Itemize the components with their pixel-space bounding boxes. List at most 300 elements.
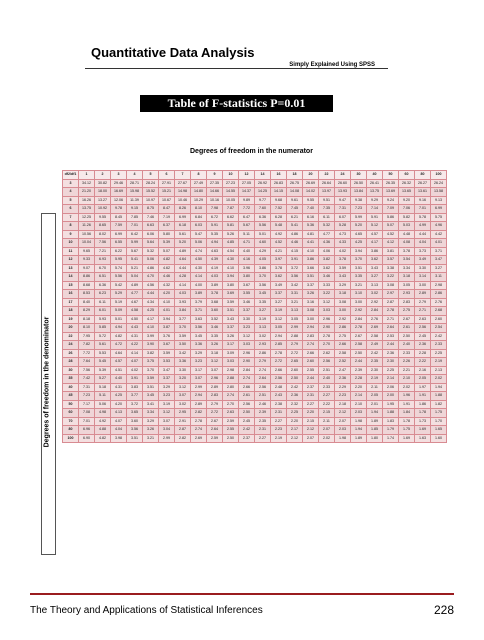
table-cell: 1.89	[351, 434, 367, 443]
table-cell: 3.18	[399, 273, 415, 282]
table-cell: 7.14	[367, 205, 383, 214]
column-header: 3	[111, 171, 127, 180]
table-cell: 6.07	[335, 213, 351, 222]
table-cell: 4.81	[303, 230, 319, 239]
table-cell: 3.56	[191, 324, 207, 333]
table-cell: 2.32	[287, 400, 303, 409]
table-cell: 2.71	[415, 307, 431, 316]
table-cell: 3.45	[143, 392, 159, 401]
table-cell: 4.05	[255, 256, 271, 265]
table-cell: 5.56	[255, 222, 271, 231]
table-cell: 8.10	[79, 324, 95, 333]
table-cell: 2.78	[351, 324, 367, 333]
table-cell: 2.38	[271, 400, 287, 409]
table-cell: 11.39	[127, 196, 143, 205]
table-cell: 13.84	[351, 188, 367, 197]
table-cell: 5.32	[143, 247, 159, 256]
table-cell: 2.44	[383, 341, 399, 350]
table-cell: 3.70	[143, 366, 159, 375]
table-cell: 3.51	[127, 434, 143, 443]
table-cell: 9.89	[239, 196, 255, 205]
table-cell: 3.73	[415, 247, 431, 256]
table-cell: 3.84	[175, 307, 191, 316]
table-cell: 3.35	[255, 298, 271, 307]
table-cell: 2.96	[207, 375, 223, 384]
table-cell: 8.47	[159, 205, 175, 214]
table-cell: 3.94	[351, 247, 367, 256]
table-cell: 6.62	[223, 213, 239, 222]
table-cell: 3.75	[143, 358, 159, 367]
table-row	[63, 264, 447, 273]
table-cell: 3.54	[399, 256, 415, 265]
table-cell: 5.41	[127, 256, 143, 265]
table-cell: 2.98	[431, 281, 447, 290]
table-cell: 30.82	[95, 179, 111, 188]
table-cell: 16.26	[79, 196, 95, 205]
table-cell: 2.70	[319, 341, 335, 350]
table-cell: 14.66	[207, 188, 223, 197]
f-statistics-table	[62, 170, 447, 443]
header-title: Quantitative Data Analysis	[91, 45, 255, 60]
row-header: 100	[63, 434, 79, 443]
table-cell: 3.94	[223, 273, 239, 282]
table-row	[63, 366, 447, 375]
table-cell: 2.51	[255, 392, 271, 401]
table-cell: 2.94	[271, 332, 287, 341]
table-cell: 2.89	[207, 383, 223, 392]
table-cell: 9.29	[367, 196, 383, 205]
table-cell: 6.42	[127, 230, 143, 239]
table-cell: 9.61	[287, 196, 303, 205]
table-row	[63, 256, 447, 265]
table-cell: 2.12	[335, 409, 351, 418]
table-cell: 3.37	[303, 281, 319, 290]
table-cell: 3.29	[159, 383, 175, 392]
row-header: 16	[63, 290, 79, 299]
table-row	[63, 188, 447, 197]
table-cell: 5.29	[111, 290, 127, 299]
table-cell: 5.56	[111, 273, 127, 282]
table-cell: 3.26	[143, 426, 159, 435]
table-cell: 4.03	[207, 273, 223, 282]
table-cell: 3.19	[159, 400, 175, 409]
table-cell: 5.32	[319, 222, 335, 231]
table-cell: 3.29	[143, 417, 159, 426]
table-cell: 2.61	[399, 324, 415, 333]
table-cell: 5.99	[127, 239, 143, 248]
table-cell: 3.42	[175, 349, 191, 358]
table-cell: 4.50	[127, 315, 143, 324]
table-cell: 7.87	[223, 205, 239, 214]
table-cell: 5.61	[95, 341, 111, 350]
table-cell: 3.55	[239, 290, 255, 299]
table-row	[63, 281, 447, 290]
table-cell: 2.02	[399, 383, 415, 392]
table-cell: 3.30	[239, 315, 255, 324]
table-cell: 6.36	[95, 281, 111, 290]
table-cell: 2.44	[303, 375, 319, 384]
table-cell: 2.42	[431, 332, 447, 341]
table-cell: 3.26	[223, 332, 239, 341]
table-cell: 3.42	[287, 281, 303, 290]
table-cell: 9.51	[319, 196, 335, 205]
table-cell: 3.21	[351, 281, 367, 290]
table-cell: 13.27	[95, 196, 111, 205]
table-cell: 4.64	[111, 349, 127, 358]
table-cell: 2.92	[351, 307, 367, 316]
table-cell: 4.30	[223, 256, 239, 265]
table-cell: 4.19	[207, 264, 223, 273]
table-cell: 3.90	[143, 341, 159, 350]
table-cell: 26.24	[431, 179, 447, 188]
table-cell: 3.69	[223, 290, 239, 299]
table-cell: 1.94	[351, 426, 367, 435]
table-cell: 5.42	[111, 281, 127, 290]
table-cell: 2.97	[383, 290, 399, 299]
table-cell: 7.35	[319, 205, 335, 214]
table-cell: 2.56	[415, 324, 431, 333]
table-cell: 6.72	[207, 213, 223, 222]
table-cell: 2.64	[383, 324, 399, 333]
row-header: 18	[63, 307, 79, 316]
table-cell: 21.20	[79, 188, 95, 197]
table-cell: 8.53	[79, 290, 95, 299]
table-cell: 2.28	[351, 375, 367, 384]
table-cell: 14.55	[223, 188, 239, 197]
table-cell: 7.72	[79, 349, 95, 358]
table-cell: 2.49	[367, 341, 383, 350]
table-cell: 2.72	[271, 358, 287, 367]
table-cell: 27.35	[207, 179, 223, 188]
row-header: 11	[63, 247, 79, 256]
table-cell: 9.24	[383, 196, 399, 205]
table-cell: 2.70	[223, 400, 239, 409]
table-cell: 3.77	[127, 392, 143, 401]
table-row	[63, 324, 447, 333]
table-cell: 14.25	[255, 188, 271, 197]
table-cell: 3.51	[143, 383, 159, 392]
table-cell: 5.06	[95, 400, 111, 409]
table-cell: 5.67	[239, 222, 255, 231]
table-cell: 3.02	[255, 332, 271, 341]
table-cell: 6.11	[95, 298, 111, 307]
table-cell: 5.39	[159, 239, 175, 248]
table-cell: 3.11	[431, 273, 447, 282]
row-header: 60	[63, 409, 79, 418]
table-cell: 2.82	[175, 434, 191, 443]
table-cell: 3.43	[223, 315, 239, 324]
table-cell: 3.51	[223, 307, 239, 316]
table-cell: 2.52	[335, 358, 351, 367]
table-cell: 2.83	[303, 332, 319, 341]
column-header: 10	[223, 171, 239, 180]
table-cell: 3.34	[143, 409, 159, 418]
table-cell: 3.60	[127, 417, 143, 426]
column-header: 100	[431, 171, 447, 180]
table-cell: 5.91	[367, 213, 383, 222]
table-row	[63, 400, 447, 409]
table-cell: 3.30	[415, 264, 431, 273]
table-cell: 26.50	[351, 179, 367, 188]
table-cell: 5.35	[207, 230, 223, 239]
table-cell: 9.47	[335, 196, 351, 205]
table-cell: 2.30	[367, 366, 383, 375]
table-cell: 4.86	[143, 264, 159, 273]
table-cell: 6.84	[191, 213, 207, 222]
table-cell: 4.89	[127, 281, 143, 290]
header-subtitle: Simply Explained Using SPSS	[289, 62, 375, 68]
table-cell: 4.15	[287, 247, 303, 256]
table-cell: 3.43	[367, 264, 383, 273]
table-cell: 1.65	[431, 426, 447, 435]
table-cell: 4.94	[111, 324, 127, 333]
table-cell: 4.34	[143, 298, 159, 307]
table-cell: 4.44	[415, 230, 431, 239]
table-cell: 1.97	[415, 383, 431, 392]
table-cell: 3.12	[159, 409, 175, 418]
row-header: 15	[63, 281, 79, 290]
table-cell: 8.26	[175, 205, 191, 214]
table-cell: 1.73	[415, 417, 431, 426]
table-row	[63, 222, 447, 231]
table-cell: 10.46	[175, 196, 191, 205]
table-cell: 3.08	[383, 281, 399, 290]
row-header: 30	[63, 366, 79, 375]
table-cell: 5.78	[415, 213, 431, 222]
column-header: 80	[415, 171, 431, 180]
table-cell: 3.68	[207, 298, 223, 307]
table-cell: 6.55	[111, 239, 127, 248]
table-cell: 3.37	[223, 324, 239, 333]
table-cell: 5.06	[143, 256, 159, 265]
table-cell: 3.00	[415, 281, 431, 290]
table-cell: 2.94	[303, 324, 319, 333]
table-cell: 2.89	[191, 400, 207, 409]
table-header-row	[63, 171, 447, 180]
table-row	[63, 247, 447, 256]
table-cell: 3.12	[239, 332, 255, 341]
table-cell: 2.69	[191, 434, 207, 443]
table-cell: 2.86	[335, 324, 351, 333]
table-row	[63, 409, 447, 418]
table-cell: 3.18	[335, 290, 351, 299]
table-cell: 3.82	[319, 256, 335, 265]
table-row	[63, 392, 447, 401]
row-header: 40	[63, 383, 79, 392]
table-cell: 5.82	[399, 213, 415, 222]
table-row	[63, 426, 447, 435]
table-cell: 3.67	[239, 281, 255, 290]
row-header: 19	[63, 315, 79, 324]
table-cell: 4.17	[143, 315, 159, 324]
table-cell: 4.44	[175, 264, 191, 273]
table-cell: 1.75	[431, 409, 447, 418]
table-cell: 2.83	[399, 298, 415, 307]
table-cell: 4.52	[271, 239, 287, 248]
table-cell: 5.07	[159, 247, 175, 256]
table-cell: 15.52	[143, 188, 159, 197]
table-cell: 2.45	[415, 332, 431, 341]
table-cell: 5.72	[95, 332, 111, 341]
table-cell: 10.67	[159, 196, 175, 205]
table-cell: 2.02	[431, 375, 447, 384]
table-cell: 3.23	[159, 392, 175, 401]
table-cell: 2.64	[207, 426, 223, 435]
table-cell: 3.34	[399, 264, 415, 273]
table-row	[63, 383, 447, 392]
table-cell: 2.16	[415, 366, 431, 375]
table-cell: 4.02	[335, 247, 351, 256]
table-cell: 3.38	[383, 264, 399, 273]
table-cell: 1.69	[415, 426, 431, 435]
table-cell: 2.68	[431, 307, 447, 316]
table-cell: 3.89	[191, 290, 207, 299]
table-cell: 4.02	[127, 366, 143, 375]
column-header: 8	[191, 171, 207, 180]
table-cell: 7.01	[415, 205, 431, 214]
table-cell: 3.91	[127, 375, 143, 384]
table-cell: 8.68	[79, 281, 95, 290]
table-cell: 2.15	[303, 417, 319, 426]
table-cell: 11.26	[79, 222, 95, 231]
table-cell: 3.59	[175, 332, 191, 341]
table-cell: 2.56	[319, 358, 335, 367]
table-cell: 3.37	[271, 290, 287, 299]
table-cell: 5.11	[95, 392, 111, 401]
table-cell: 3.56	[287, 273, 303, 282]
table-cell: 4.58	[127, 307, 143, 316]
row-header: 7	[63, 213, 79, 222]
table-cell: 5.19	[111, 298, 127, 307]
table-cell: 1.69	[399, 434, 415, 443]
table-cell: 2.50	[287, 375, 303, 384]
table-cell: 2.67	[399, 315, 415, 324]
table-cell: 1.96	[399, 392, 415, 401]
table-cell: 2.66	[303, 349, 319, 358]
table-cell: 1.98	[335, 434, 351, 443]
table-cell: 4.30	[191, 264, 207, 273]
footer-text: The Theory and Applications of Statistical Inferences	[30, 605, 263, 616]
table-cell: 9.78	[111, 205, 127, 214]
table-cell: 3.59	[335, 264, 351, 273]
row-header: 12	[63, 256, 79, 265]
table-cell: 4.73	[335, 230, 351, 239]
table-cell: 6.21	[287, 213, 303, 222]
table-cell: 2.50	[351, 349, 367, 358]
table-cell: 4.85	[223, 239, 239, 248]
table-cell: 6.06	[143, 230, 159, 239]
column-header: 2	[95, 171, 111, 180]
table-cell: 2.56	[239, 400, 255, 409]
table-cell: 4.43	[127, 324, 143, 333]
row-header: 3	[63, 179, 79, 188]
table-cell: 3.12	[207, 358, 223, 367]
table-cell: 2.66	[239, 383, 255, 392]
table-cell: 3.70	[175, 324, 191, 333]
table-cell: 2.12	[287, 434, 303, 443]
table-cell: 2.13	[431, 366, 447, 375]
table-cell: 3.27	[431, 264, 447, 273]
table-cell: 2.66	[335, 341, 351, 350]
table-cell: 10.97	[143, 196, 159, 205]
table-cell: 6.37	[159, 222, 175, 231]
row-header: 5	[63, 196, 79, 205]
table-cell: 2.63	[223, 409, 239, 418]
table-cell: 2.75	[399, 307, 415, 316]
table-cell: 4.52	[383, 230, 399, 239]
table-cell: 3.21	[143, 434, 159, 443]
table-cell: 4.99	[415, 222, 431, 231]
table-cell: 2.21	[399, 366, 415, 375]
table-cell: 2.10	[351, 400, 367, 409]
table-cell: 1.86	[415, 400, 431, 409]
table-cell: 2.78	[383, 307, 399, 316]
table-cell: 3.17	[223, 341, 239, 350]
table-cell: 3.80	[223, 281, 239, 290]
table-cell: 4.25	[143, 307, 159, 316]
table-cell: 2.03	[335, 426, 351, 435]
table-cell: 2.45	[239, 417, 255, 426]
table-cell: 5.18	[95, 383, 111, 392]
table-cell: 1.82	[431, 400, 447, 409]
table-cell: 9.77	[255, 196, 271, 205]
table-cell: 13.75	[367, 188, 383, 197]
table-cell: 2.59	[207, 434, 223, 443]
table-cell: 3.72	[287, 264, 303, 273]
table-cell: 6.22	[111, 247, 127, 256]
table-cell: 3.49	[271, 281, 287, 290]
table-cell: 9.33	[79, 256, 95, 265]
table-cell: 7.40	[303, 205, 319, 214]
table-cell: 4.42	[431, 230, 447, 239]
table-row	[63, 230, 447, 239]
table-cell: 29.46	[111, 179, 127, 188]
table-cell: 2.22	[415, 358, 431, 367]
table-cell: 3.97	[271, 256, 287, 265]
table-cell: 5.11	[239, 230, 255, 239]
table-cell: 3.00	[335, 307, 351, 316]
table-cell: 3.51	[303, 273, 319, 282]
table-cell: 4.31	[111, 383, 127, 392]
table-cell: 2.48	[271, 383, 287, 392]
table-corner: df2\df1	[63, 171, 79, 180]
table-cell: 4.25	[351, 239, 367, 248]
table-cell: 4.25	[111, 392, 127, 401]
table-cell: 3.77	[175, 315, 191, 324]
table-cell: 2.25	[431, 349, 447, 358]
table-cell: 3.59	[143, 375, 159, 384]
table-cell: 2.36	[383, 349, 399, 358]
table-cell: 2.60	[303, 358, 319, 367]
table-cell: 3.86	[303, 256, 319, 265]
table-row	[63, 332, 447, 341]
table-cell: 3.17	[191, 366, 207, 375]
table-cell: 2.11	[319, 417, 335, 426]
table-cell: 4.04	[111, 426, 127, 435]
table-cell: 2.20	[287, 417, 303, 426]
table-cell: 6.90	[79, 434, 95, 443]
table-cell: 3.07	[207, 366, 223, 375]
table-cell: 4.98	[95, 409, 111, 418]
table-cell: 2.28	[415, 349, 431, 358]
table-cell: 7.95	[79, 332, 95, 341]
table-cell: 2.74	[191, 426, 207, 435]
table-cell: 13.58	[431, 188, 447, 197]
table-cell: 3.78	[399, 247, 415, 256]
table-cell: 7.01	[127, 222, 143, 231]
table-cell: 4.57	[111, 358, 127, 367]
table-cell: 2.76	[431, 298, 447, 307]
